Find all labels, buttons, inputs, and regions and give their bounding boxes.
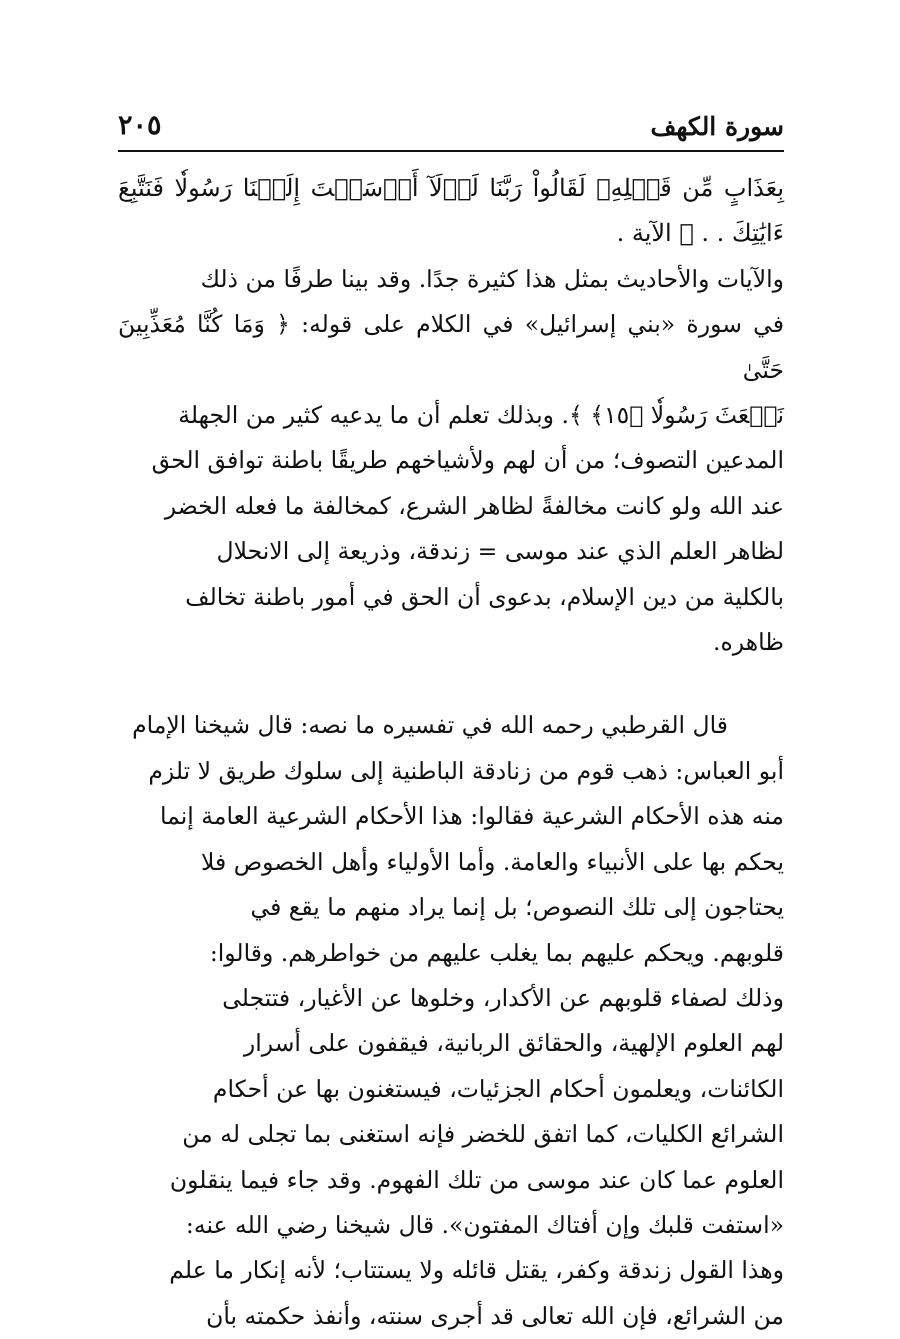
surah-title: سورة الكهف [650, 112, 784, 141]
text-line: في سورة «بني إسرائيل» في الكلام على قوله: ﴿ وَمَا كُنَّا مُعَذِّبِينَ حَتَّىٰ [118, 310, 784, 384]
text-line: المدعين التصوف؛ من أن لهم ولأشياخهم طريقًا باطنة توافق الحق [151, 446, 784, 475]
text-line: من الشرائع، فإن الله تعالى قد أجرى سنته، وأنفذ حكمته بأن [206, 1301, 784, 1330]
text-line: ظاهره. [712, 628, 784, 657]
paragraph-1 [118, 166, 784, 665]
text-line: وذلك لصفاء قلوبهم عن الأكدار، وخلوها عن الأغيار، فتتجلى [222, 983, 784, 1012]
text-line: الكائنات، ويعلمون أحكام الجزئيات، فيستغنون بها عن أحكام [212, 1074, 784, 1103]
text-line: الشرائع الكليات، كما اتفق للخضر فإنه استغنى بما تجلى له من [182, 1120, 784, 1149]
text-line: العلوم عما كان عند موسى من تلك الفهوم. وقد جاء فيما ينقلون [169, 1165, 784, 1194]
text-line: نَبۡعَثَ رَسُولٗا ﴿١٥﴾ ﴾. وبذلك تعلم أن ما يدعيه كثير من الجهلة [178, 401, 784, 430]
text-line: لهم العلوم الإلهية، والحقائق الربانية، فيقفون على أسرار [243, 1029, 784, 1058]
text-line: يحكم بها على الأنبياء والعامة. وأما الأولياء وأهل الخصوص فلا [200, 847, 784, 876]
text-line: عند الله ولو كانت مخالفةً لظاهر الشرع، كمخالفة ما فعله الخضر [164, 491, 784, 520]
paragraph-gap [118, 665, 784, 703]
text-line: وهذا القول زندقة وكفر، يقتل قائله ولا يستتاب؛ لأنه إنكار ما علم [169, 1256, 784, 1285]
page-number: ٢٠٥ [118, 110, 162, 141]
paragraph-2 [118, 703, 784, 1339]
text-line: لظاهر العلم الذي عند موسى = زندقة، وذريعة إلى الانحلال [216, 537, 784, 566]
text-line: يحتاجون إلى تلك النصوص؛ بل إنما يراد منهم ما يقع في [250, 893, 784, 922]
text-line: منه هذه الأحكام الشرعية فقالوا: هذا الأحكام الشرعية العامة إنما [160, 802, 784, 831]
text-line-content: قال القرطبي رحمه الله في تفسيره ما نصه: قال شيخنا الإمام [132, 711, 728, 740]
text-line: أبو العباس: ذهب قوم من زنادقة الباطنية إلى سلوك طريق لا تلزم [148, 756, 784, 785]
text-line: والآيات والأحاديث بمثل هذا كثيرة جدًا. وقد بينا طرفًا من ذلك [200, 264, 784, 293]
body-text [118, 166, 784, 1339]
text-line: قلوبهم. ويحكم عليهم بما يغلب عليهم من خواطرهم. وقالوا: [209, 938, 784, 967]
text-line: بالكلية من دين الإسلام، بدعوى أن الحق في أمور باطنة تخالف [185, 582, 784, 611]
page-header [118, 108, 784, 148]
text-line: «استفت قلبك وإن أفتاك المفتون». قال شيخنا رضي الله عنه: [185, 1210, 784, 1239]
text-line [118, 703, 784, 748]
text-line: بِعَذَابٍ مِّن قَبۡلِهِۦ لَقَالُواْ رَبَّنَا لَوۡلَآ أَرۡسَلۡتَ إِلَيۡنَا رَسُولٗا فَنَتَّبِعَ ءَايَٰتِكَ . . ﴾ الآية . [118, 174, 784, 248]
header-rule [118, 150, 784, 152]
